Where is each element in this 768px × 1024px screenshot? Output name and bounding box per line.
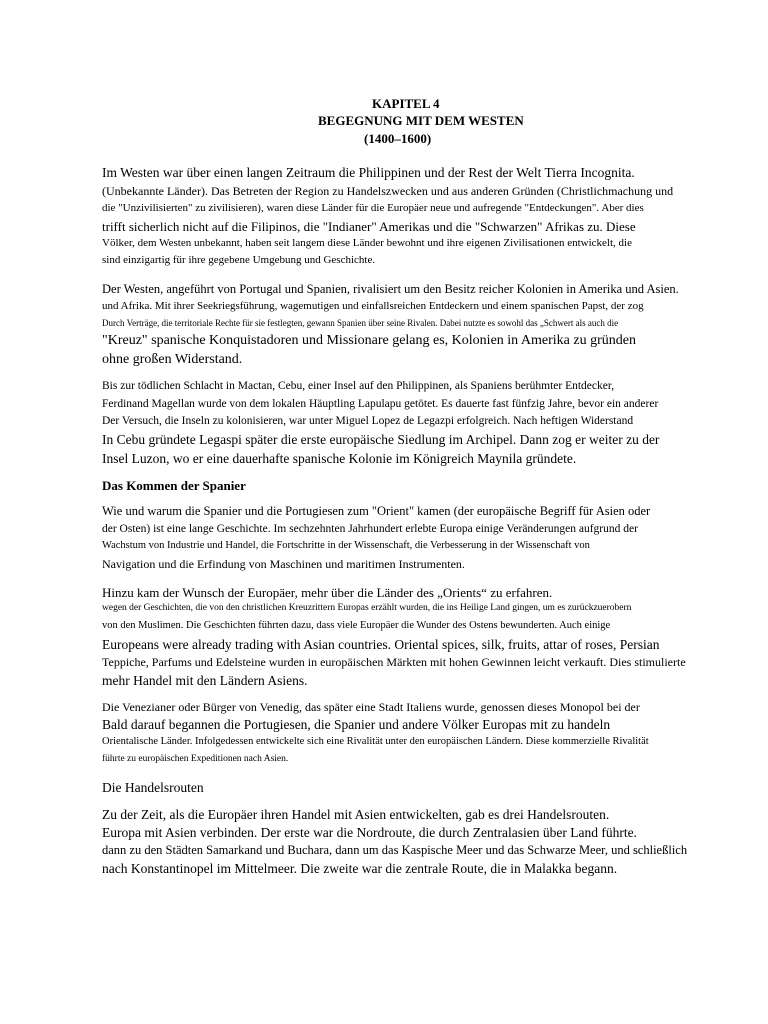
paragraph-line: nach Konstantinopel im Mittelmeer. Die zweite war die zentrale Route, die in Malakka begann.	[102, 861, 618, 876]
paragraph-line: wegen der Geschichten, die von den christlichen Kreuzrittern Europas erzählt wurden, die ins Heilige Land gingen, um es zurückzuerobern	[102, 603, 632, 613]
paragraph-line: trifft sicherlich nicht auf die Filipinos, die "Indianer" Amerikas und die "Schwarzen" Afrikas zu. Diese	[102, 219, 636, 234]
paragraph-line: Der Versuch, die Inseln zu kolonisieren, war unter Miguel Lopez de Legazpi erfolgreich. Nach heftigen Widerstand	[102, 415, 634, 427]
paragraph-line: die "Unzivilisierten" zu zivilisieren), waren diese Länder für die Europäer neue und aufregende "Entdeckungen". Aber dies	[102, 202, 644, 214]
chapter-number: KAPITEL 4	[372, 96, 440, 111]
paragraph-line: Bis zur tödlichen Schlacht in Mactan, Cebu, einer Insel auf den Philippinen, als Spaniens berühmter Entdecker,	[102, 380, 615, 392]
paragraph-line: Europeans were already trading with Asian countries. Oriental spices, silk, fruits, attar of roses, Persian	[102, 637, 660, 652]
paragraph-line: Wachstum von Industrie und Handel, die Fortschritte in der Wissenschaft, die Verbesserung in der Wissenschaft von	[102, 540, 590, 551]
paragraph-line: Insel Luzon, wo er eine dauerhafte spanische Kolonie im Königreich Maynila gründete.	[102, 451, 577, 466]
paragraph-line: Durch Verträge, die territoriale Rechte für sie festlegten, gewann Spanien über seine Rivalen. Dabei nutzte es sowohl das „Schwert als auch die	[102, 318, 619, 328]
paragraph-line: von den Muslimen. Die Geschichten führten dazu, dass viele Europäer die Wunder des Ostens bewunderten. Auch einige	[102, 620, 611, 631]
paragraph-line: Zu der Zeit, als die Europäer ihren Handel mit Asien entwickelten, gab es drei Handelsrouten.	[102, 807, 610, 822]
paragraph-line: Europa mit Asien verbinden. Der erste war die Nordroute, die durch Zentralasien über Land führte.	[102, 825, 637, 840]
paragraph-line: Völker, dem Westen unbekannt, haben seit langem diese Länder bewohnt und ihre eigenen Zivilisationen entwickelt, die	[102, 237, 632, 249]
paragraph-line: Die Venezianer oder Bürger von Venedig, das später eine Stadt Italiens wurde, genossen dieses Monopol bei der	[102, 700, 640, 714]
paragraph-line: dann zu den Städten Samarkand und Buchara, dann um das Kaspische Meer und das Schwarze Meer, und schließlich	[102, 843, 688, 857]
paragraph-line: In Cebu gründete Legaspi später die erste europäische Siedlung im Archipel. Dann zog er weiter zu der	[102, 432, 660, 447]
paragraph-line: Wie und warum die Spanier und die Portugiesen zum "Orient" kamen (der europäische Begriff für Asien oder	[102, 504, 651, 518]
paragraph-line: Im Westen war über einen langen Zeitraum die Philippinen und der Rest der Welt Tierra Incognita.	[102, 165, 635, 180]
paragraph-line: "Kreuz" spanische Konquistadoren und Missionare gelang es, Kolonien in Amerika zu gründen	[102, 333, 636, 348]
paragraph-line: ohne großen Widerstand.	[102, 352, 243, 367]
paragraph-line: Orientalische Länder. Infolgedessen entwickelte sich eine Rivalität unter den europäischen Ländern. Diese kommerzielle Rivalität	[102, 736, 649, 747]
paragraph-line: Der Westen, angeführt von Portugal und Spanien, rivalisiert um den Besitz reicher Kolonien in Amerika und Asien.	[102, 282, 679, 296]
paragraph-line: Navigation und die Erfindung von Maschinen und maritimen Instrumenten.	[102, 557, 465, 571]
paragraph-line: sind einzigartig für ihre gegebene Umgebung und Geschichte.	[102, 254, 376, 266]
paragraph-line: (Unbekannte Länder). Das Betreten der Region zu Handelszwecken und aus anderen Gründen (Christlichmachung und	[102, 184, 674, 198]
section-heading: Die Handelsrouten	[102, 780, 204, 795]
paragraph-line: der Osten) ist eine lange Geschichte. Im sechzehnten Jahrhundert erlebte Europa einige Veränderungen aufgrund der	[102, 523, 638, 535]
paragraph-line: mehr Handel mit den Ländern Asiens.	[102, 673, 308, 688]
paragraph-line: Hinzu kam der Wunsch der Europäer, mehr über die Länder des „Orients“ zu erfahren.	[102, 585, 553, 600]
section-heading: Das Kommen der Spanier	[102, 478, 246, 493]
chapter-title: BEGEGNUNG MIT DEM WESTEN	[318, 113, 524, 128]
paragraph-line: Bald darauf begannen die Portugiesen, die Spanier und andere Völker Europas mit zu handeln	[102, 717, 611, 732]
paragraph-line: führte zu europäischen Expeditionen nach Asien.	[102, 754, 289, 764]
paragraph-line: Ferdinand Magellan wurde von dem lokalen Häuptling Lapulapu getötet. Es dauerte fast fünfzig Jahre, bevor ein anderer	[102, 398, 659, 410]
paragraph-line: Teppiche, Parfums und Edelsteine wurden in europäischen Märkten mit hohen Gewinnen leicht verkauft. Dies stimulierte	[102, 655, 686, 669]
paragraph-line: und Afrika. Mit ihrer Seekriegsführung, wagemutigen und einfallsreichen Entdeckern und einem spanischen Papst, der zog	[102, 300, 644, 312]
chapter-period: (1400–1600)	[364, 131, 432, 146]
